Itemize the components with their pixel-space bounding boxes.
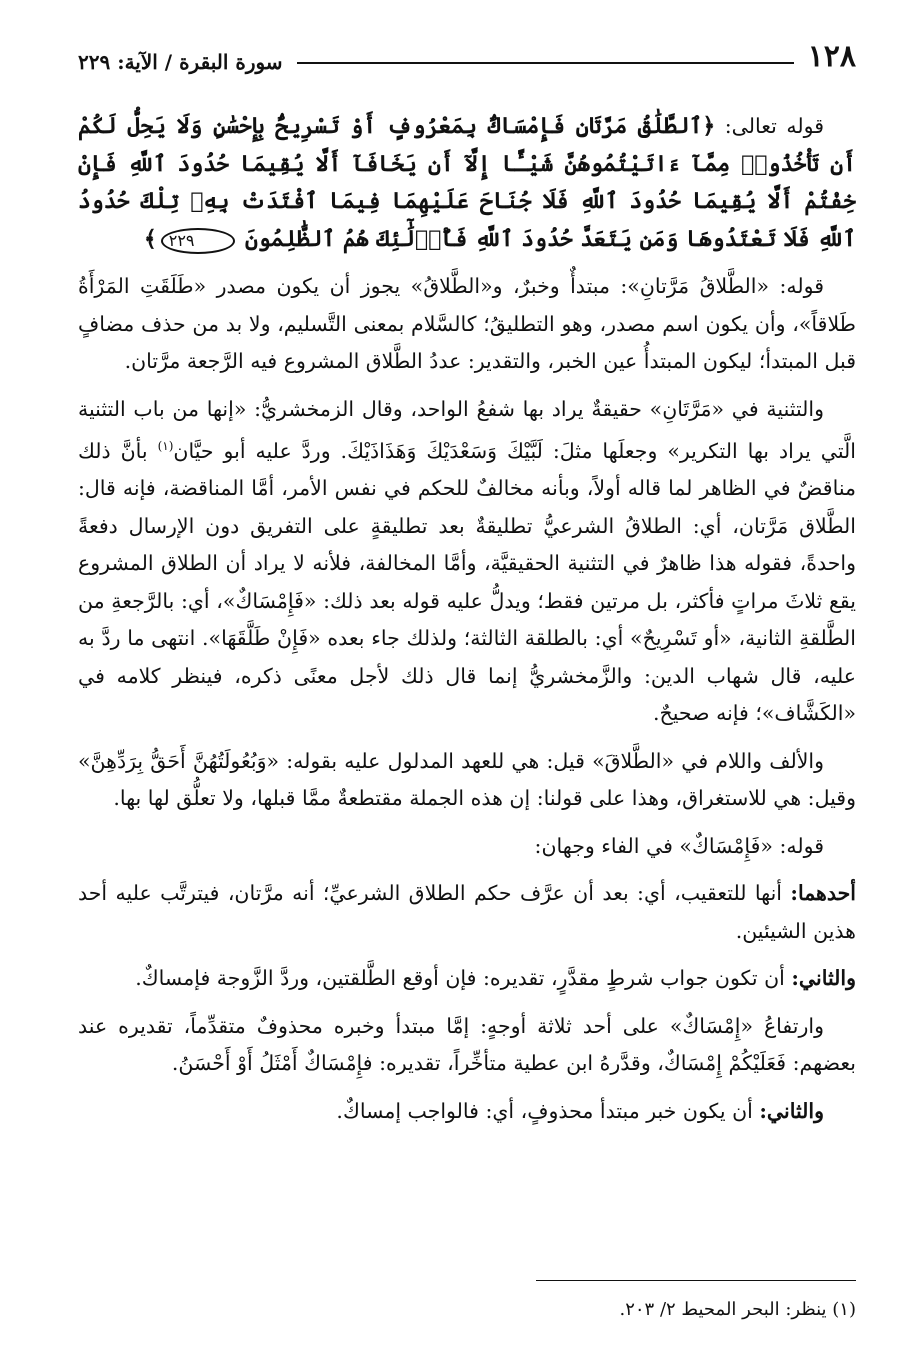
page-body [78, 108, 856, 1130]
second-aspect-label: والثاني: [759, 1098, 824, 1123]
aspect-2-label: والثاني: [791, 966, 856, 991]
commentary-paragraph-3: والألف واللام في «الطَّلاقَ» قيل: هي للعهد المدلول عليه بقوله: «وَبُعُولَتُهُنَّ أَحَقُّ بِرَدِّهِنَّ» وقيل: هي للاستغراق، وهذا على قولنا: إن هذه الجملة مقتطعةٌ ممَّا قبلها، ولا تعلُّق لها بها. [78, 748, 856, 811]
commentary-paragraph-4: قوله: «فَإِمْسَاكٌ» في الفاء وجهان: [534, 833, 824, 858]
verse-open-bracket: ﴿ [702, 113, 716, 139]
verse-intro: قوله تعالى: [715, 114, 824, 138]
running-title: سورة البقرة / الآية: ٢٢٩ [78, 50, 283, 74]
verse-paragraph [78, 108, 856, 258]
commentary-paragraph-1: قوله: «الطَّلاقُ مَرَّتانِ»: مبتدأٌ وخبرٌ، و«الطَّلاقُ» يجوز أن يكون مصدر «طَلَقَتِ المَرْأَةُ طَلاقاً»، وأن يكون اسم مصدر، وهو التطليقُ؛ كالسَّلام بمعنى التَّسليم، ولا بد من حذف مضافٍ قبل المبتدأ؛ ليكون المبتدأُ عين الخبر، والتقدير: عددُ الطَّلاق المشروع فيه الرَّجعة مرَّتان. [78, 274, 856, 373]
footnote-marker: (١) [157, 439, 174, 453]
page-header [78, 28, 856, 72]
paragraph-2-start: والتثنية في «مَرَّتَانِ» حقيقةٌ يراد بها شفعُ الواحد، وقال الزمخشريُّ: «إنها من باب التثنية الَّتي يراد بها التكرير» وجعلَها مثلَ: لَبَّيْكَ وَسَعْدَيْكَ وَهَذَاذَيْكَ. وردَّ عليه أبو حيَّان [78, 396, 856, 463]
verse-close-bracket: ﴾ [143, 225, 157, 252]
paragraph-2-rest: بأنَّ ذلك مناقضٌ في الظاهر لما قاله أولاً، وبأنه مخالفٌ للحكم في نفس الأمر، أمَّا المناقضة، فإنه قال: الطَّلاق مَرَّتان، أي: الطلاقُ الشرعيُّ تطليقةٌ بعد تطليقةٍ على التفريق دون الإرسال دفعةً واحدةً، فقوله هذا ظاهرٌ في التثنية الحقيقيَّة، وأمَّا المخالفة، فلأنه لا يراد أن الطلاق المشروع يقع ثلاثَ مراتٍ فأكثر، بل مرتين فقط؛ ويدلُّ عليه قوله بعد ذلك: «فَإِمْسَاكٌ»، أي: بالرَّجعةِ من الطَّلقةِ الثانية، «أو تَسْرِيحٌ» أي: بالطلقة الثالثة؛ ولذلك جاء بعده «فَإِنْ طَلَّقَهَا». انتهى ما ردَّ به عليه، قال شهاب الدين: والزَّمخشريُّ إنما قال ذلك لأجل معنًى ذكره، فينظر كلامه في «الكَشَّاف»؛ فإنه صحيحٌ. [78, 438, 856, 726]
header-rule [297, 62, 794, 64]
aspect-2-paragraph [78, 960, 856, 998]
page-number: ١٢٨ [807, 39, 856, 74]
raf-paragraph: وارتفاعُ «إِمْسَاكٌ» على أحد ثلاثة أوجهٍ: إمَّا مبتدأ وخبره محذوفٌ متقدِّماً، تقديره عند بعضهم: فَعَلَيْكُمْ إِمْسَاكٌ، وقدَّرهُ ابن عطية متأخِّراً، تقديره: فإِمْسَاكٌ أَمْثَلُ أَوْ أَحْسَنُ. [78, 1013, 856, 1076]
footnote-rule [536, 1280, 856, 1281]
second-aspect-paragraph [78, 1093, 856, 1131]
aspect-1-paragraph [78, 875, 856, 950]
commentary-paragraph-2 [78, 391, 856, 733]
aspect-2-text: أن تكون جواب شرطٍ مقدَّرٍ، تقديره: فإن أوقع الطَّلقتين، وردَّ الزَّوجة فإمساكٌ. [135, 966, 792, 991]
verse-text: ٱلطَّلَٰقُ مَرَّتَانِ فَإِمْسَاكٌۢ بِمَعْرُوفٍ أَوْ تَسْرِيحٌۢ بِإِحْسَٰنٍ وَلَا يَحِلُّ لَكُمْ أَن تَأْخُذُوا۟ مِمَّآ ءَاتَيْتُمُوهُنَّ شَيْـًٔا إِلَّآ أَن يَخَافَآ أَلَّا يُقِيمَا حُدُودَ ٱللَّهِ فَإِنْ خِفْتُمْ أَلَّا يُقِيمَا حُدُودَ ٱللَّهِ فَلَا جُنَاحَ عَلَيْهِمَا فِيمَا ٱفْتَدَتْ بِهِۦ تِلْكَ حُدُودُ ٱللَّهِ فَلَا تَعْتَدُوهَا وَمَن يَتَعَدَّ حُدُودَ ٱللَّهِ فَأُو۟لَٰٓئِكَ هُمُ ٱلظَّٰلِمُونَ [78, 113, 856, 252]
footnote: (١) ينظر: البحر المحيط ٢/ ٢٠٣. [619, 1299, 856, 1320]
second-aspect-text: أن يكون خبر مبتدأ محذوفٍ، أي: فالواجب إمساكٌ. [336, 1098, 760, 1123]
aspect-1-text: أنها للتعقيب، أي: بعد أن عرَّف حكم الطلاق الشرعيِّ؛ أنه مرَّتان، فيترتَّب عليه أحد هذين الشيئين. [78, 881, 856, 943]
aspect-1-label: أحدهما: [790, 881, 856, 906]
ayah-number-marker: ٢٢٩ [161, 228, 235, 254]
